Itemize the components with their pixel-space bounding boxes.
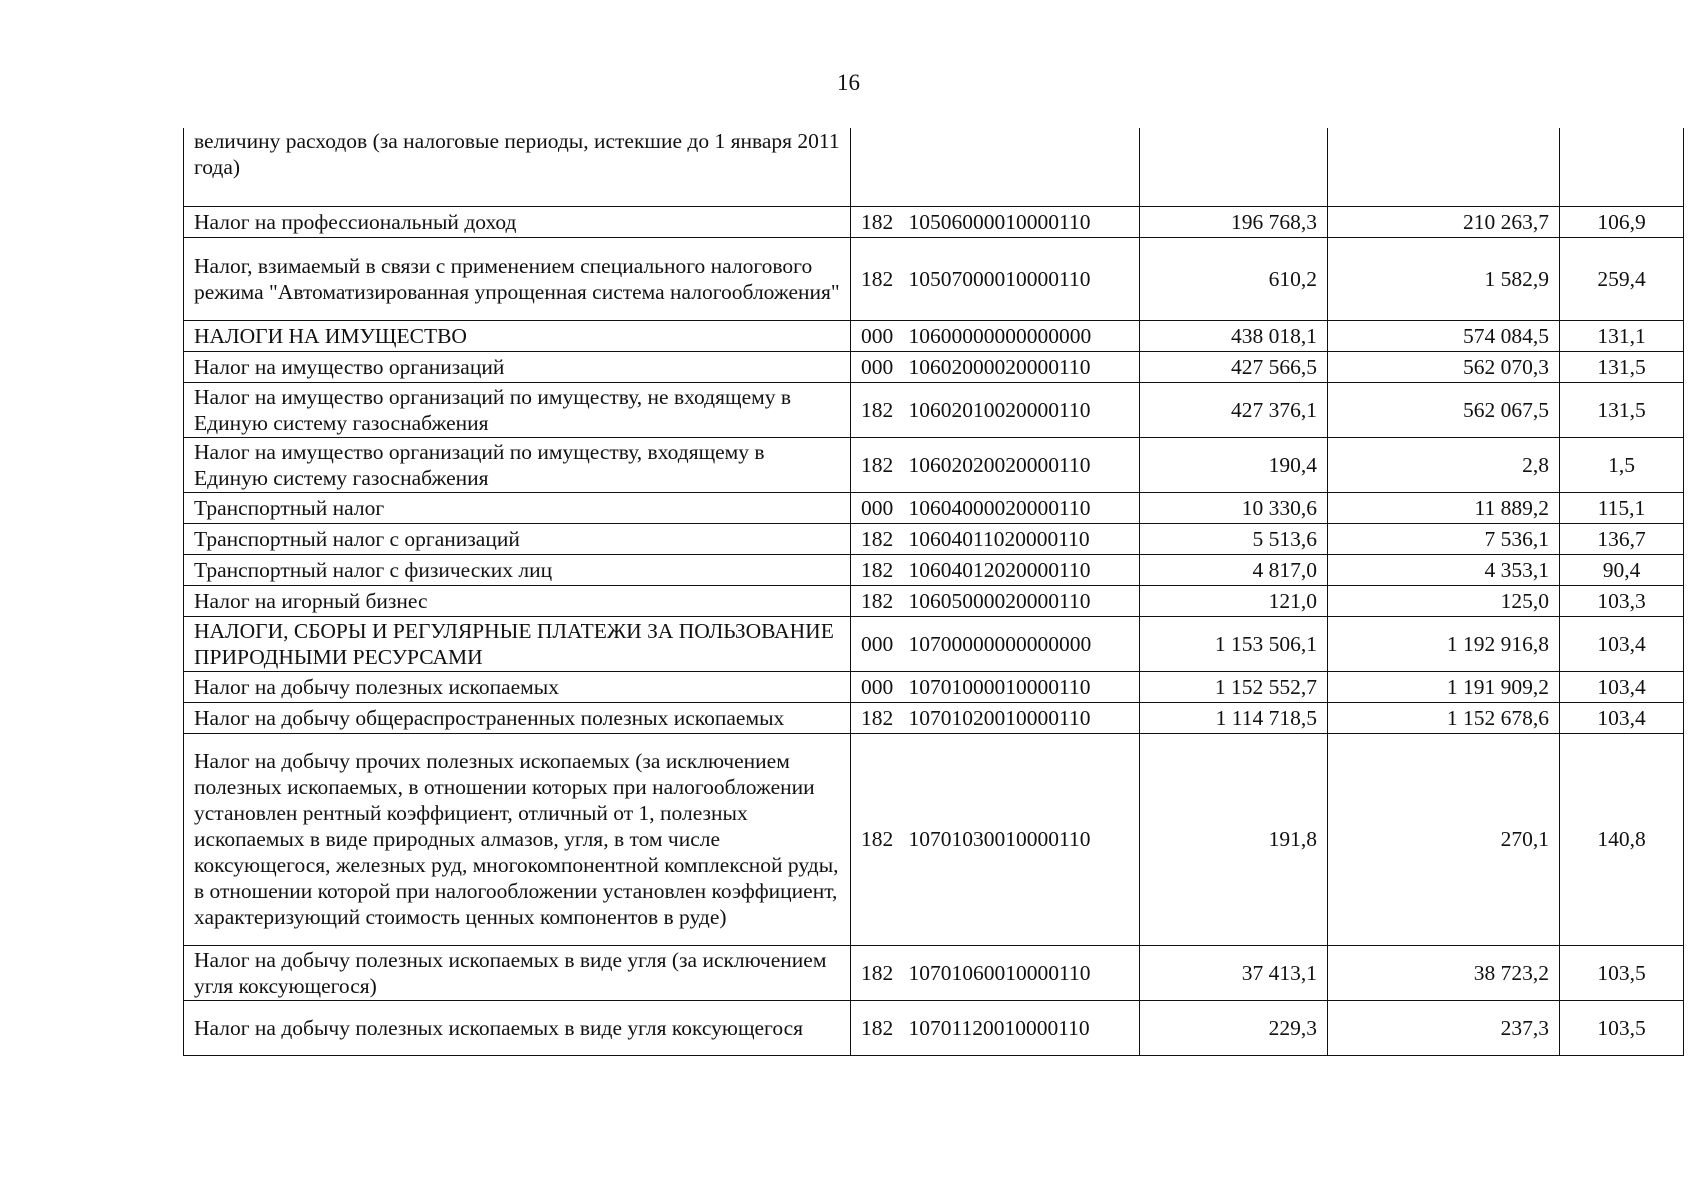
table-row <box>184 351 1684 382</box>
income-name-cell: НАЛОГИ НА ИМУЩЕСТВО <box>184 320 851 351</box>
kbk-code-cell: 10701030010000110 <box>899 733 1140 945</box>
percent-cell: 1,5 <box>1560 437 1684 492</box>
plan-amount-cell: 1 153 506,1 <box>1140 616 1328 671</box>
admin-code-cell: 182 <box>851 733 899 945</box>
percent-cell: 103,4 <box>1560 702 1684 733</box>
percent-cell: 115,1 <box>1560 492 1684 523</box>
income-name-cell: Транспортный налог с физических лиц <box>184 554 851 585</box>
percent-cell: 103,4 <box>1560 616 1684 671</box>
actual-amount-cell: 38 723,2 <box>1328 945 1560 1000</box>
table-row <box>184 523 1684 554</box>
table-row <box>184 554 1684 585</box>
plan-amount-cell: 610,2 <box>1140 237 1328 320</box>
kbk-code-cell: 10602000020000110 <box>899 351 1140 382</box>
admin-code-cell: 182 <box>851 585 899 616</box>
income-name-cell: Налог на добычу общераспространенных полезных ископаемых <box>184 702 851 733</box>
admin-code-cell: 182 <box>851 945 899 1000</box>
table-row <box>184 382 1684 437</box>
income-name-cell: Налог на добычу полезных ископаемых в виде угля (за исключением угля коксующегося) <box>184 945 851 1000</box>
income-name-cell: НАЛОГИ, СБОРЫ И РЕГУЛЯРНЫЕ ПЛАТЕЖИ ЗА ПОЛЬЗОВАНИЕ ПРИРОДНЫМИ РЕСУРСАМИ <box>184 616 851 671</box>
admin-code-cell <box>851 128 899 206</box>
plan-amount-cell: 191,8 <box>1140 733 1328 945</box>
income-name-cell: Транспортный налог с организаций <box>184 523 851 554</box>
percent-cell: 90,4 <box>1560 554 1684 585</box>
plan-amount-cell: 37 413,1 <box>1140 945 1328 1000</box>
admin-code-cell: 182 <box>851 523 899 554</box>
actual-amount-cell: 11 889,2 <box>1328 492 1560 523</box>
plan-amount-cell: 10 330,6 <box>1140 492 1328 523</box>
kbk-code-cell: 10604011020000110 <box>899 523 1140 554</box>
table-row <box>184 1000 1684 1055</box>
actual-amount-cell: 210 263,7 <box>1328 206 1560 237</box>
actual-amount-cell: 4 353,1 <box>1328 554 1560 585</box>
percent-cell <box>1560 128 1684 206</box>
percent-cell: 259,4 <box>1560 237 1684 320</box>
actual-amount-cell: 7 536,1 <box>1328 523 1560 554</box>
actual-amount-cell: 574 084,5 <box>1328 320 1560 351</box>
kbk-code-cell: 10602020020000110 <box>899 437 1140 492</box>
income-name-cell: Налог на добычу полезных ископаемых <box>184 671 851 702</box>
admin-code-cell: 182 <box>851 206 899 237</box>
income-name-cell: Налог на добычу прочих полезных ископаемых (за исключением полезных ископаемых, в отношении которых при налогообложении установлен рентный коэффициент, отличный от 1, полезных ископаемых в виде природных алмазов, угля, в том числе коксующегося, железных руд, многокомпонентной комплексной руды, в отношении которой при налогообложении установлен коэффициент, характеризующий стоимость ценных компонентов в руде) <box>184 733 851 945</box>
kbk-code-cell: 10700000000000000 <box>899 616 1140 671</box>
percent-cell: 103,4 <box>1560 671 1684 702</box>
income-name-cell: Налог на имущество организаций по имуществу, входящему в Единую систему газоснабжения <box>184 437 851 492</box>
table-row <box>184 206 1684 237</box>
income-name-cell: Налог на добычу полезных ископаемых в виде угля коксующегося <box>184 1000 851 1055</box>
percent-cell: 140,8 <box>1560 733 1684 945</box>
plan-amount-cell: 427 566,5 <box>1140 351 1328 382</box>
plan-amount-cell: 121,0 <box>1140 585 1328 616</box>
percent-cell: 103,3 <box>1560 585 1684 616</box>
actual-amount-cell: 1 152 678,6 <box>1328 702 1560 733</box>
table-row <box>184 437 1684 492</box>
admin-code-cell: 000 <box>851 616 899 671</box>
actual-amount-cell: 562 067,5 <box>1328 382 1560 437</box>
admin-code-cell: 182 <box>851 237 899 320</box>
table-row <box>184 945 1684 1000</box>
actual-amount-cell: 2,8 <box>1328 437 1560 492</box>
plan-amount-cell: 1 152 552,7 <box>1140 671 1328 702</box>
actual-amount-cell: 125,0 <box>1328 585 1560 616</box>
table-row <box>184 733 1684 945</box>
percent-cell: 131,5 <box>1560 382 1684 437</box>
income-name-cell: Налог на имущество организаций по имуществу, не входящему в Единую систему газоснабжения <box>184 382 851 437</box>
income-name-cell: Налог на имущество организаций <box>184 351 851 382</box>
actual-amount-cell: 1 192 916,8 <box>1328 616 1560 671</box>
admin-code-cell: 000 <box>851 320 899 351</box>
income-name-cell: Транспортный налог <box>184 492 851 523</box>
income-name-cell: величину расходов (за налоговые периоды, истекшие до 1 января 2011 года) <box>184 128 851 206</box>
admin-code-cell: 182 <box>851 437 899 492</box>
kbk-code-cell: 10701000010000110 <box>899 671 1140 702</box>
admin-code-cell: 182 <box>851 702 899 733</box>
plan-amount-cell: 229,3 <box>1140 1000 1328 1055</box>
actual-amount-cell: 237,3 <box>1328 1000 1560 1055</box>
actual-amount-cell <box>1328 128 1560 206</box>
kbk-code-cell: 10701060010000110 <box>899 945 1140 1000</box>
kbk-code-cell: 10701020010000110 <box>899 702 1140 733</box>
table-row <box>184 616 1684 671</box>
admin-code-cell: 182 <box>851 382 899 437</box>
percent-cell: 136,7 <box>1560 523 1684 554</box>
plan-amount-cell: 4 817,0 <box>1140 554 1328 585</box>
income-name-cell: Налог на профессиональный доход <box>184 206 851 237</box>
admin-code-cell: 000 <box>851 351 899 382</box>
revenue-table <box>183 128 1684 1056</box>
income-name-cell: Налог, взимаемый в связи с применением специального налогового режима "Автоматизированная упрощенная система налогообложения" <box>184 237 851 320</box>
percent-cell: 106,9 <box>1560 206 1684 237</box>
table-row <box>184 128 1684 206</box>
plan-amount-cell: 190,4 <box>1140 437 1328 492</box>
table-row <box>184 671 1684 702</box>
plan-amount-cell: 196 768,3 <box>1140 206 1328 237</box>
kbk-code-cell: 10604000020000110 <box>899 492 1140 523</box>
actual-amount-cell: 562 070,3 <box>1328 351 1560 382</box>
percent-cell: 103,5 <box>1560 945 1684 1000</box>
percent-cell: 131,1 <box>1560 320 1684 351</box>
actual-amount-cell: 270,1 <box>1328 733 1560 945</box>
plan-amount-cell: 427 376,1 <box>1140 382 1328 437</box>
plan-amount-cell: 5 513,6 <box>1140 523 1328 554</box>
plan-amount-cell <box>1140 128 1328 206</box>
percent-cell: 131,5 <box>1560 351 1684 382</box>
table-row <box>184 320 1684 351</box>
admin-code-cell: 182 <box>851 1000 899 1055</box>
actual-amount-cell: 1 582,9 <box>1328 237 1560 320</box>
actual-amount-cell: 1 191 909,2 <box>1328 671 1560 702</box>
kbk-code-cell: 10600000000000000 <box>899 320 1140 351</box>
kbk-code-cell: 10605000020000110 <box>899 585 1140 616</box>
percent-cell: 103,5 <box>1560 1000 1684 1055</box>
admin-code-cell: 000 <box>851 492 899 523</box>
table-row <box>184 492 1684 523</box>
income-name-cell: Налог на игорный бизнес <box>184 585 851 616</box>
admin-code-cell: 000 <box>851 671 899 702</box>
plan-amount-cell: 438 018,1 <box>1140 320 1328 351</box>
table-row <box>184 585 1684 616</box>
admin-code-cell: 182 <box>851 554 899 585</box>
kbk-code-cell: 10507000010000110 <box>899 237 1140 320</box>
plan-amount-cell: 1 114 718,5 <box>1140 702 1328 733</box>
kbk-code-cell: 10604012020000110 <box>899 554 1140 585</box>
revenue-table-body <box>184 128 1684 1055</box>
kbk-code-cell: 10506000010000110 <box>899 206 1140 237</box>
kbk-code-cell: 10701120010000110 <box>899 1000 1140 1055</box>
table-row <box>184 702 1684 733</box>
kbk-code-cell <box>899 128 1140 206</box>
kbk-code-cell: 10602010020000110 <box>899 382 1140 437</box>
page-number: 16 <box>837 70 860 95</box>
table-row <box>184 237 1684 320</box>
